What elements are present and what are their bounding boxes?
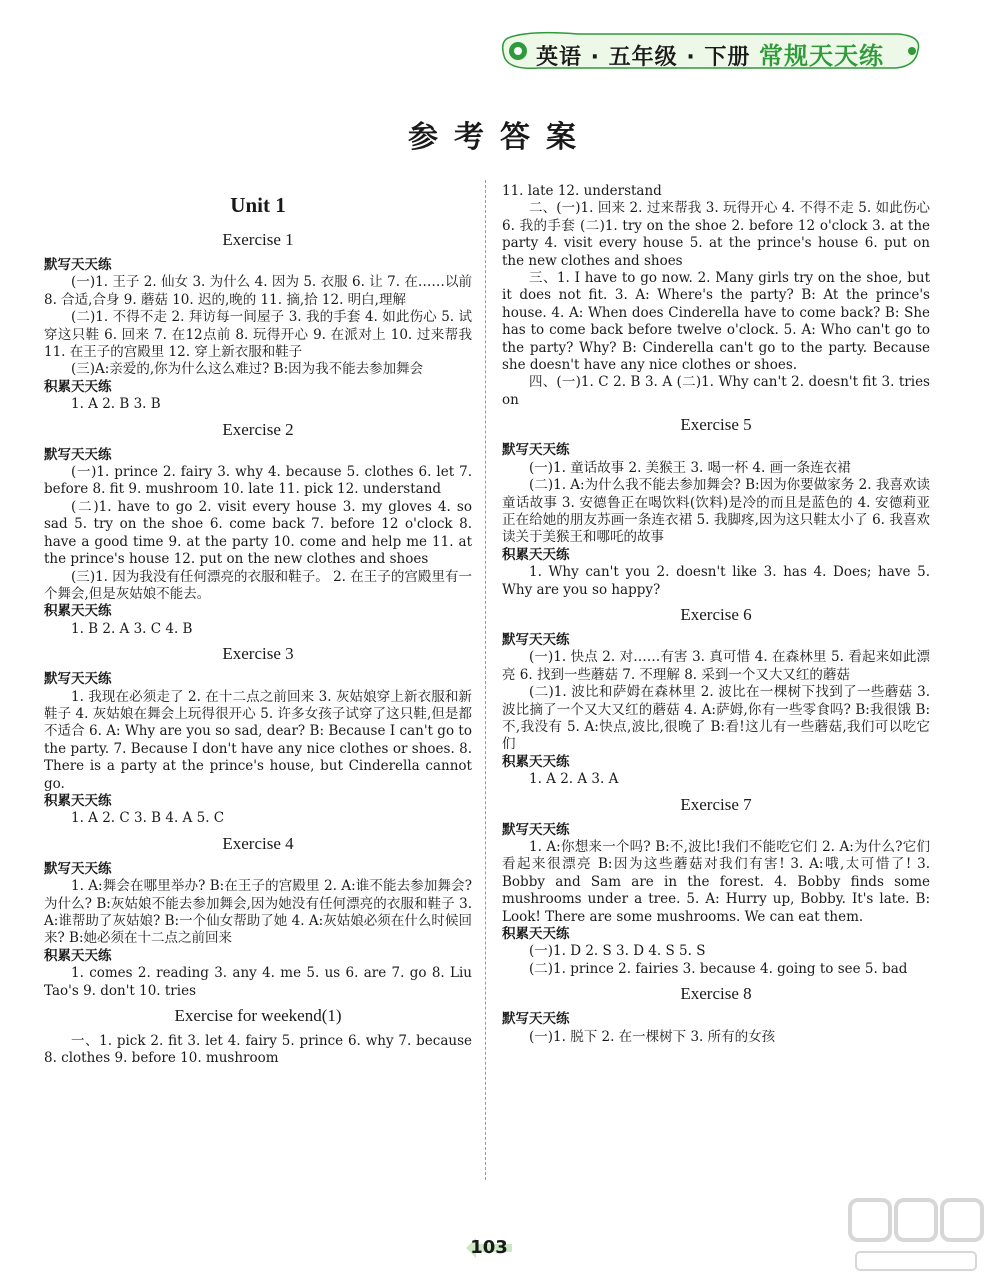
answer-paragraph: (二)1. 波比和萨姆在森林里 2. 波比在一棵树下找到了一些蘑菇 3. 波比摘了一个又大又红的蘑菇 4. A:萨姆,你有一些零食吗? B:我很饿 B:不,我没有 5. A:快点,波比,很晚了 B:看!这儿有一些蘑菇,我们可以吃它们 (502, 684, 930, 753)
section-label: 默写天天练 (502, 1011, 570, 1028)
answer-paragraph: 四、(一)1. C 2. B 3. A (二)1. Why can't 2. doesn't fit 3. tries on (502, 374, 930, 408)
answer-paragraph: 1. A 2. B 3. B (71, 396, 161, 413)
page-number: 103 (470, 1237, 508, 1258)
banner-subject: 英语 · 五年级 · 下册 (536, 45, 751, 70)
watermark-logo-icon (846, 1196, 986, 1276)
column-divider (485, 180, 486, 1180)
exercise-5-title: Exercise 5 (680, 415, 752, 435)
answer-paragraph: 1. 我现在必须走了 2. 在十二点之前回来 3. 灰姑娘穿上新衣服和新鞋子 4. 灰姑娘在舞会上玩得很开心 5. 许多女孩子试穿了这只鞋,但是都不适合 6. A: Why are you so sad, dear? B: Because I can't go to the party. 7. Because I don't have any nice clothes or shoes. 8. There is a party at the prince's house, but Cinderella cannot go. (44, 688, 472, 792)
answer-paragraph: 1. A:舞会在哪里举办? B:在王子的宫殿里 2. A:谁不能去参加舞会?为什么? B:灰姑娘不能去参加舞会,因为她没有任何漂亮的衣服和鞋子 3. A:谁帮助了灰姑娘? B:一个仙女帮助了她 4. A:灰姑娘必须在什么时候回来? B:她必须在十二点之前回来 (44, 878, 472, 947)
exercise-4-title: Exercise 4 (222, 833, 294, 853)
section-label: 积累天天练 (44, 603, 112, 620)
exercise-1-title: Exercise 1 (222, 230, 294, 249)
section-label: 积累天天练 (502, 926, 570, 943)
unit-heading: Unit 1 (230, 193, 286, 217)
exercise-3-title: Exercise 3 (222, 644, 294, 664)
page-title: 参考答案 (408, 120, 592, 155)
section-label: 默写天天练 (44, 671, 112, 688)
answer-paragraph: 1. B 2. A 3. C 4. B (71, 620, 193, 637)
answer-paragraph: 11. late 12. understand (502, 183, 662, 199)
exercise-weekend-title: Exercise for weekend(1) (174, 1006, 342, 1026)
answer-paragraph: 1. A:你想来一个吗? B:不,波比!我们不能吃它们 2. A:为什么?它们看起来很漂亮 B:因为这些蘑菇对我们有害! 3. A:哦,太可惜了! 3. Bobby and Sam are in the forest. 4. Bobby finds some mushrooms under a tree. 5. A: Hurry up, Bobby. It's late. B: Look! There are some mushrooms. We can eat them. (502, 839, 930, 925)
answer-paragraph: (三)A:亲爱的,你为什么这么难过? B:因为我不能去参加舞会 (71, 361, 424, 378)
left-column (44, 190, 472, 1068)
answer-paragraph: (二)1. prince 2. fairies 3. because 4. going to see 5. bad (529, 960, 908, 977)
answer-paragraph: (二)1. A:为什么我不能去参加舞会? B:因为你要做家务 2. 我喜欢读童话故事 3. 安德鲁正在喝饮料(饮料)是冷的而且是蓝色的 4. 安德莉亚正在给她的朋友苏画一条连衣裙 5. 我脚疼,因为这只鞋太小了 6. 我喜欢读关于美猴王和哪吒的故事 (502, 477, 930, 546)
section-label: 积累天天练 (44, 792, 112, 809)
answer-paragraph: (一)1. 脱下 2. 在一棵树下 3. 所有的女孩 (529, 1028, 776, 1045)
answer-paragraph: (一)1. prince 2. fairy 3. why 4. because 5. clothes 6. let 7. before 8. fit 9. mushroom 10. late 11. pick 12. understand (44, 464, 472, 498)
answer-paragraph: (一)1. D 2. S 3. D 4. S 5. S (529, 943, 706, 960)
section-label: 积累天天练 (502, 753, 570, 770)
answer-paragraph: (二)1. 不得不走 2. 拜访每一间屋子 3. 我的手套 4. 如此伤心 5. 试穿这只鞋 6. 回来 7. 在12点前 8. 玩得开心 9. 在派对上 10. 过来帮我 11. 在王子的宫殿里 12. 穿上新衣服和鞋子 (44, 309, 472, 361)
header-banner (498, 30, 926, 72)
answer-paragraph: 1. A 2. A 3. A (529, 771, 619, 788)
answer-paragraph: (二)1. have to go 2. visit every house 3. my gloves 4. so sad 5. try on the shoe 6. come back 7. before 12 o'clock 8. have a good time 9. at the party 10. come and help me 11. at the prince's house 12. put on the new clothes and shoes (44, 498, 472, 568)
answer-paragraph: 1. A 2. C 3. B 4. A 5. C (71, 810, 225, 827)
answer-paragraph: (三)1. 因为我没有任何漂亮的衣服和鞋子。 2. 在王子的宫殿里有一个舞会,但是灰姑娘不能去。 (44, 568, 472, 602)
answer-paragraph: 二、(一)1. 回来 2. 过来帮我 3. 玩得开心 4. 不得不走 5. 如此伤心 6. 我的手套 (二)1. try on the shoe 2. before 12 o'clock 3. at the party 4. visit every house 5. at the prince's house 6. put on the new clothes and shoes (502, 200, 930, 269)
answer-paragraph: (一)1. 王子 2. 仙女 3. 为什么 4. 因为 5. 衣服 6. 让 7. 在……以前 8. 合适,合身 9. 蘑菇 10. 迟的,晚的 11. 摘,拾 12. 明白,理解 (44, 274, 472, 308)
section-label: 默写天天练 (44, 860, 112, 877)
section-label: 积累天天练 (44, 378, 112, 395)
section-label: 默写天天练 (502, 631, 570, 648)
banner-title (536, 36, 884, 71)
section-label: 默写天天练 (44, 446, 112, 463)
answer-paragraph: (一)1. 快点 2. 对……有害 3. 真可惜 4. 在森林里 5. 看起来如此漂亮 6. 找到一些蘑菇 7. 不理解 8. 采到一个又大又红的蘑菇 (502, 649, 930, 683)
section-label: 积累天天练 (502, 546, 570, 563)
section-label: 默写天天练 (502, 821, 570, 838)
exercise-8-title: Exercise 8 (680, 984, 752, 1004)
section-label: 默写天天练 (44, 257, 112, 273)
answer-paragraph: 三、1. I have to go now. 2. Many girls try on the shoe, but it does not fit. 3. A: Where's the party? B: At the prince's house. 4. A: When does Cinderella have to come back? B: She has to come back before twelve o'clock. 5. A: Who can't go to the party? Why? B: Cinderella can't go to the party. Because she doesn't have any nice clothes or shoes. (502, 270, 930, 374)
banner-brand: 常规天天练 (759, 42, 885, 70)
answer-paragraph: 1. Why can't you 2. doesn't like 3. has 4. Does; have 5. Why are you so happy? (502, 564, 930, 598)
right-column (502, 183, 930, 1046)
exercise-6-title: Exercise 6 (680, 604, 752, 624)
answer-paragraph: 1. comes 2. reading 3. any 4. me 5. us 6. are 7. go 8. Liu Tao's 9. don't 10. tries (44, 965, 472, 999)
exercise-7-title: Exercise 7 (680, 794, 752, 814)
answer-paragraph: (一)1. 童话故事 2. 美猴王 3. 喝一杯 4. 画一条连衣裙 (529, 459, 851, 476)
answer-paragraph: 一、1. pick 2. fit 3. let 4. fairy 5. prince 6. why 7. because 8. clothes 9. before 10. mushroom (44, 1033, 472, 1067)
section-label: 默写天天练 (502, 442, 570, 459)
exercise-2-title: Exercise 2 (222, 419, 294, 439)
section-label: 积累天天练 (44, 947, 112, 964)
